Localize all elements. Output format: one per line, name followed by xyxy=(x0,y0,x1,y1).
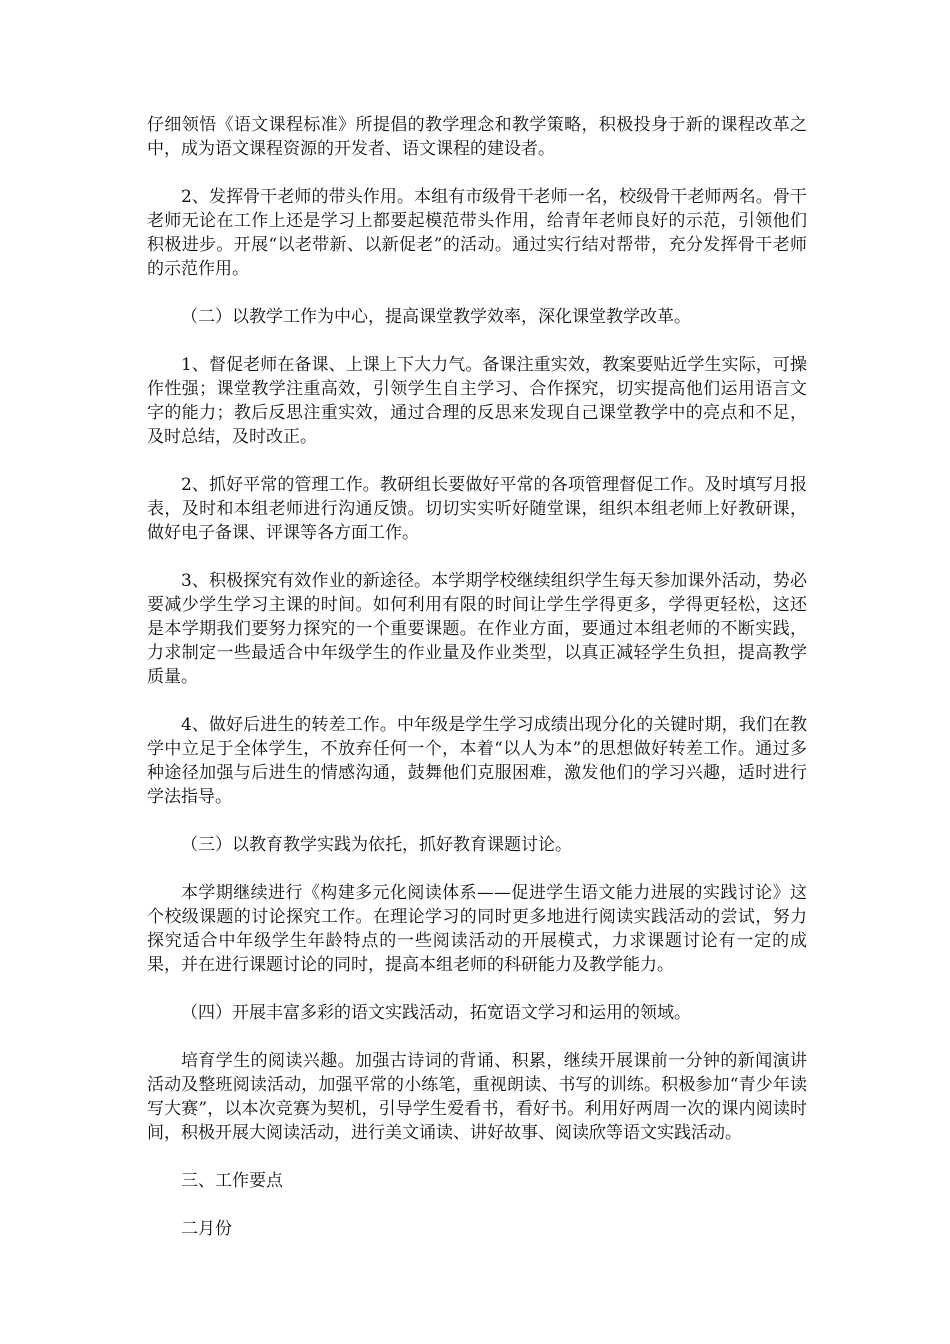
document-body xyxy=(147,113,807,1265)
paragraph-lesson-preparation: 1、督促老师在备课、上课上下大力气。备课注重实效，教案要贴近学生实际，可操作性强；课堂教学注重高效，引领学生自主学习、合作探究，切实提高他们运用语言文字的能力；教后反思注重实效，通过合理的反思来发现自己课堂教学中的亮点和不足，及时总结，及时改正。 xyxy=(147,355,807,447)
paragraph-reading-interest: 培育学生的阅读兴趣。加强古诗词的背诵、积累，继续开展课前一分钟的新闻演讲活动及整班阅读活动，加强平常的小练笔，重视朗读、书写的训练。积极参加“青少年读写大赛”，以本次竞赛为契机，引导学生爱看书，看好书。利用好两周一次的课内阅读时间，积极开展大阅读活动，进行美文诵读、讲好故事、阅读欣等语文实践活动。 xyxy=(147,1051,807,1143)
paragraph-struggling-students: 4、做好后进生的转差工作。中年级是学生学习成绩出现分化的关键时期，我们在教学中立足于全体学生，不放弃任何一个，本着“以人为本”的思想做好转差工作。通过多种途径加强与后进生的情感沟通，鼓舞他们克服困难，激发他们的学习兴趣，适时进行学法指导。 xyxy=(147,715,807,807)
paragraph-backbone-teachers: 2、发挥骨干老师的带头作用。本组有市级骨干老师一名，校级骨干老师两名。骨干老师无论在工作上还是学习上都要起模范带头作用，给青年老师良好的示范，引领他们积极进步。开展“以老带新、以新促老”的活动。通过实行结对帮带，充分发挥骨干老师的示范作用。 xyxy=(147,187,807,279)
section-heading-research-topic: （三）以教育教学实践为依托，抓好教育课题讨论。 xyxy=(181,835,572,855)
paragraph-reading-system-research: 本学期继续进行《构建多元化阅读体系——促进学生语文能力进展的实践讨论》这个校级课题的讨论探究工作。在理论学习的同时更多地进行阅读实践活动的尝试，努力探究适合中年级学生年龄特点的一些阅读活动的开展模式，力求课题讨论有一定的成果，并在进行课题讨论的同时，提高本组老师的科研能力及教学能力。 xyxy=(147,883,807,975)
section-heading-teaching-center: （二）以教学工作为中心，提高课堂教学效率，深化课堂教学改革。 xyxy=(181,307,691,327)
section-heading-work-points: 三、工作要点 xyxy=(181,1171,283,1191)
paragraph-continuation: 仔细领悟《语文课程标准》所提倡的教学理念和教学策略，积极投身于新的课程改革之中，成为语文课程资源的开发者、语文课程的建设者。 xyxy=(147,115,807,159)
section-heading-practice-activities: （四）开展丰富多彩的语文实践活动，拓宽语文学习和运用的领域。 xyxy=(181,1003,691,1023)
paragraph-management-work: 2、抓好平常的管理工作。教研组长要做好平常的各项管理督促工作。及时填写月报表，及时和本组老师进行沟通反馈。切切实实听好随堂课，组织本组老师上好教研课，做好电子备课、评课等各方面工作。 xyxy=(147,475,807,543)
paragraph-homework-exploration: 3、积极探究有效作业的新途径。本学期学校继续组织学生每天参加课外活动，势必要减少学生学习主课的时间。如何利用有限的时间让学生学得更多，学得更轻松，这还是本学期我们要努力探究的一个重要课题。在作业方面，要通过本组老师的不断实践，力求制定一些最适合中年级学生的作业量及作业类型，以真正减轻学生负担，提高教学质量。 xyxy=(147,571,807,687)
month-heading-february: 二月份 xyxy=(181,1219,232,1239)
